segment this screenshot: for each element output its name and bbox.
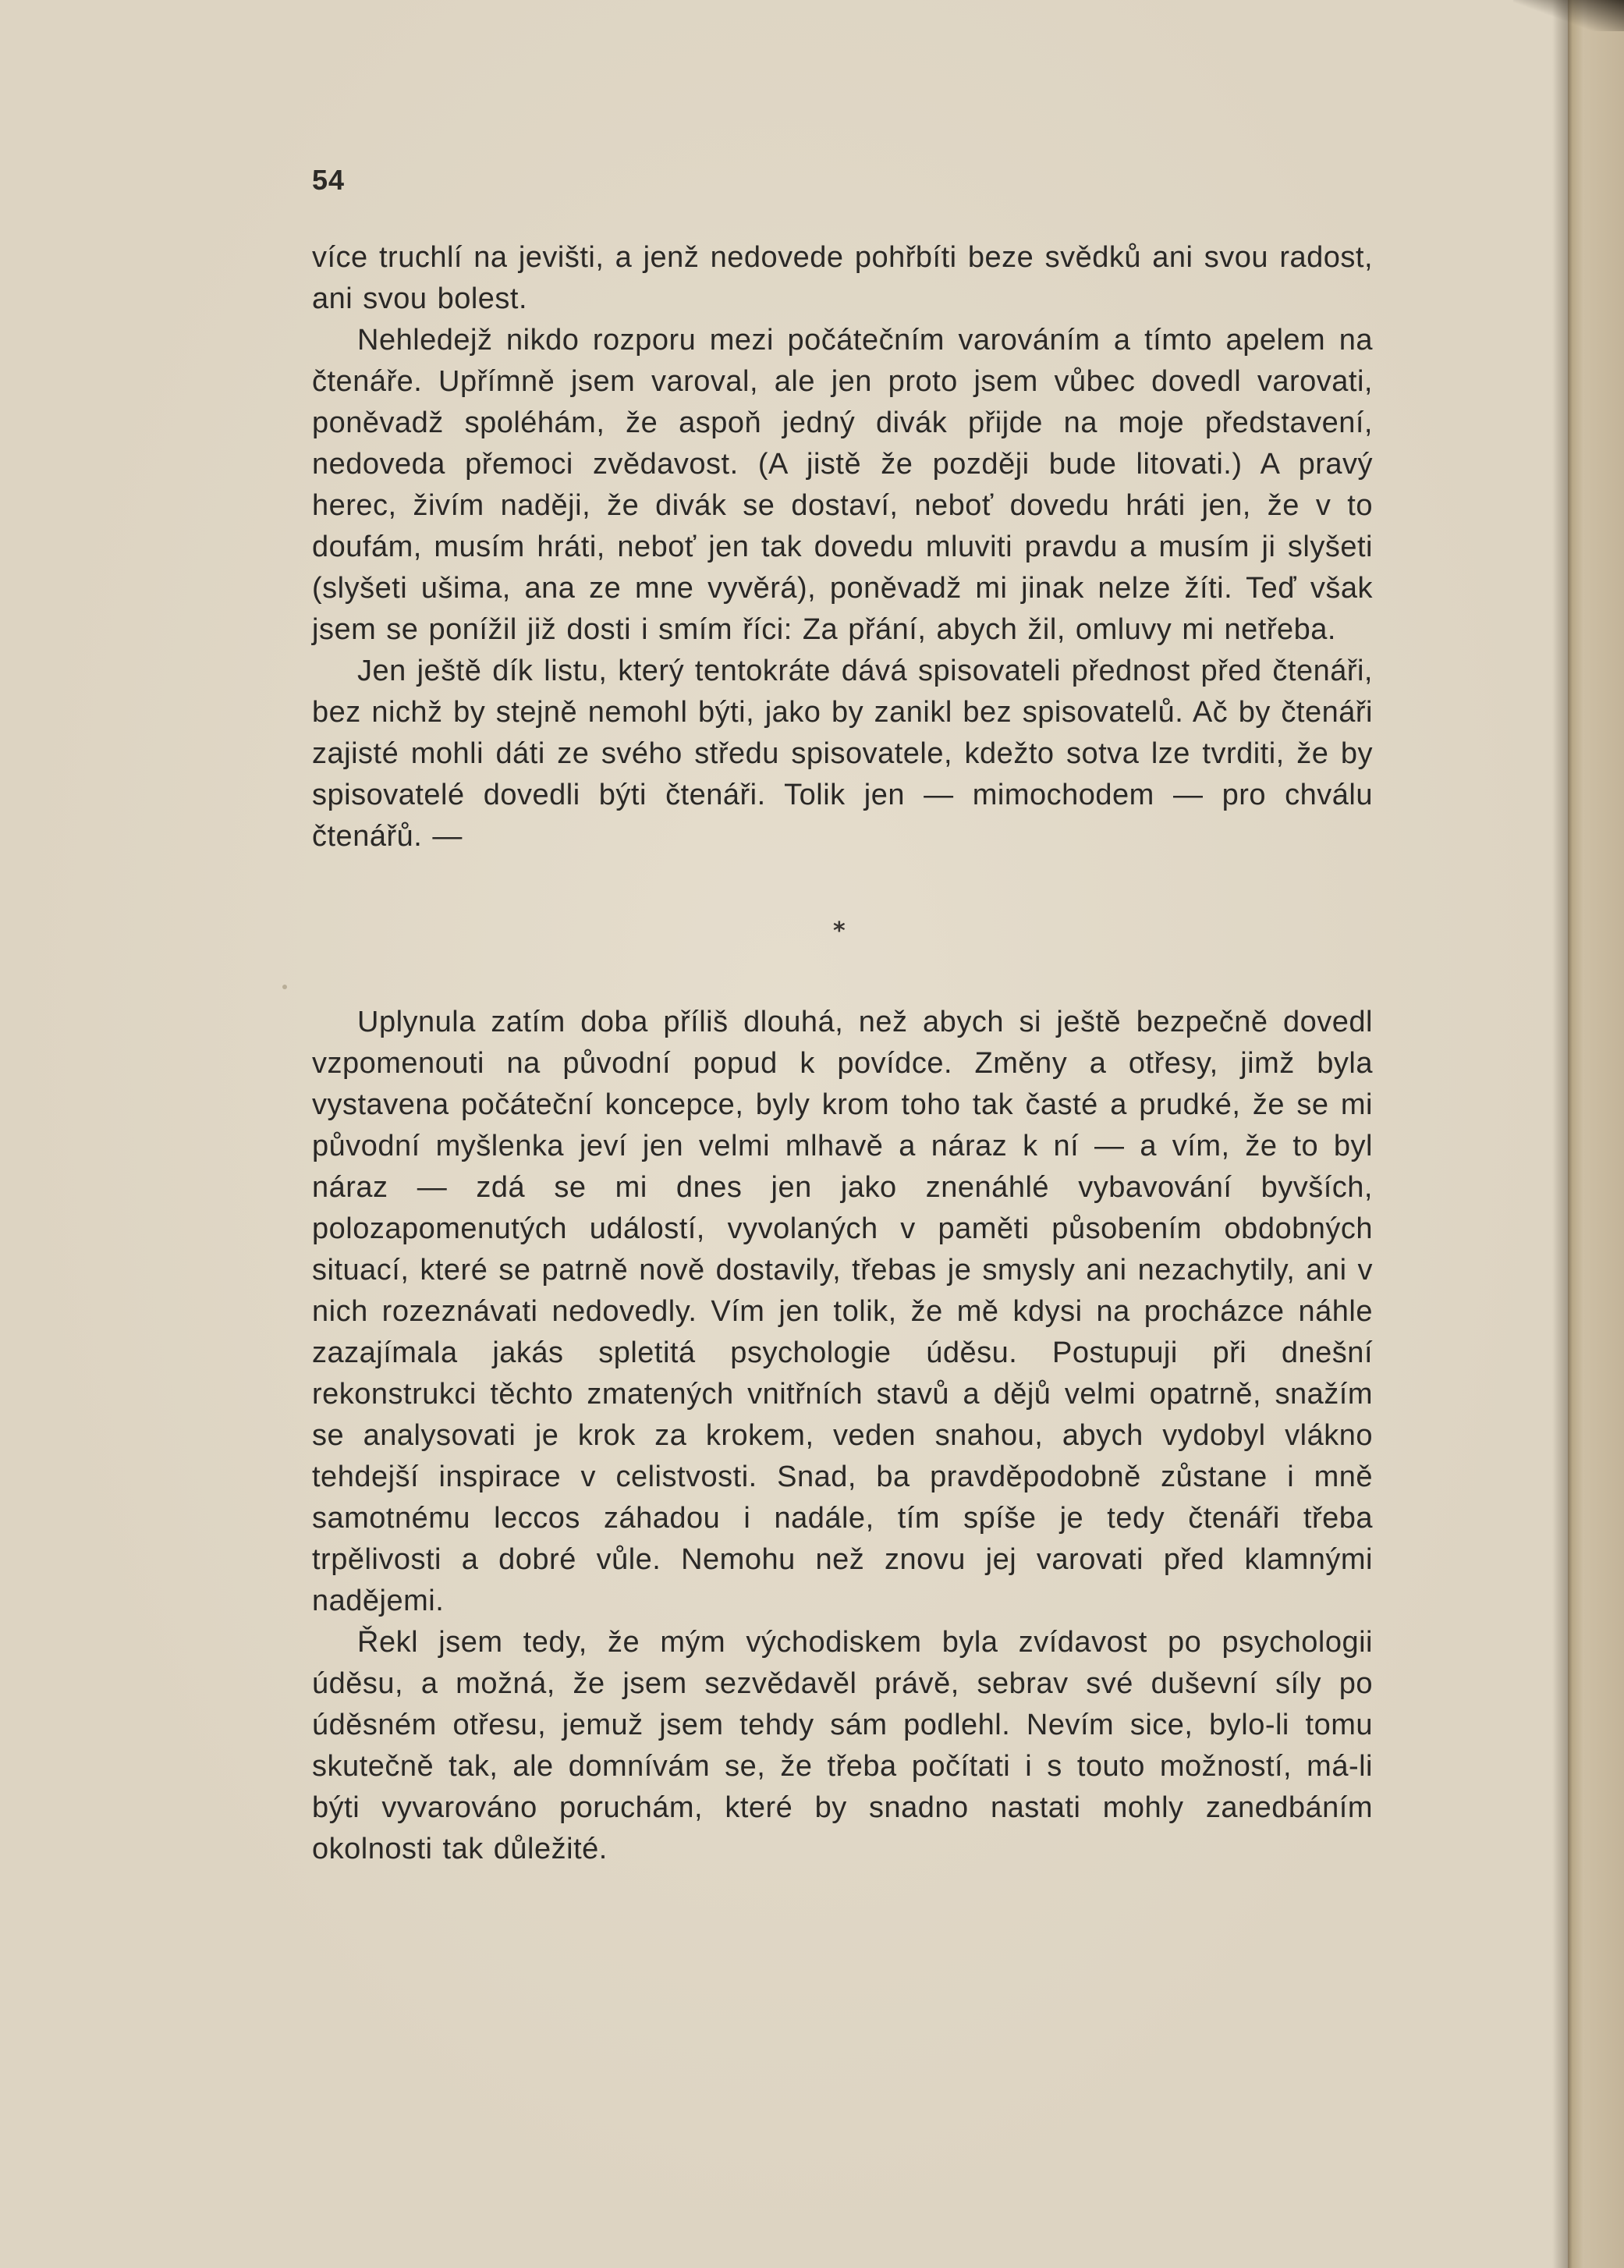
section-separator-asterisk: * bbox=[833, 917, 846, 945]
book-cover-edge bbox=[1568, 0, 1624, 2268]
paragraph: Nehledejž nikdo rozporu mezi počátečním varováním a tímto apelem na čtenáře. Upřímně jsem varoval, ale jen proto jsem vůbec dovedl varovati, poněvadž spoléhám, že aspoň jedný divák přijde na moje představení, nedoveda přemoci zvědavost. (A jistě že později bude litovati.) A pravý herec, živím naději, že divák se dostaví, neboť dovedu hráti jen, že v to doufám, musím hráti, neboť jen tak dovedu mluviti pravdu a musím ji slyšeti (slyšeti ušima, ana ze mne vyvěrá), poněvadž mi jinak nelze žíti. Teď však jsem se ponížil již dosti i smím říci: Za přání, abych žil, omluvy mi netřeba. bbox=[312, 324, 1373, 646]
cover-corner-shadow bbox=[1513, 0, 1624, 31]
page-number: 54 bbox=[312, 164, 346, 196]
paragraph: Řekl jsem tedy, že mým východiskem byla zvídavost po psychologii úděsu, a možná, že jsem sezvědavěl právě, sebrav své duševní síly po úděsném otřesu, jemuž jsem tehdy sám podlehl. Nevím sice, bylo-li tomu skutečně tak, ale domnívám se, že třeba počítati i s touto možností, má-li býti vyvarováno poruchám, které by snadno nastati mohly zanedbáním okolnosti tak důležité. bbox=[312, 1626, 1373, 1865]
paragraph: více truchlí na jevišti, a jenž nedovede pohřbíti beze svědků ani svou radost, ani svou bolest. bbox=[312, 241, 1373, 315]
text-block-second bbox=[312, 1002, 1373, 1870]
page-edge-shadow bbox=[1552, 0, 1568, 2268]
paper-speck bbox=[282, 985, 287, 989]
text-block-first bbox=[312, 237, 1373, 857]
paragraph: Jen ještě dík listu, který tentokráte dává spisovateli přednost před čtenáři, bez nichž by stejně nemohl býti, jako by zanikl bez spisovatelů. Ač by čtenáři zajisté mohli dáti ze svého středu spisovatele, kdežto sotva lze tvrditi, že by spisovatelé dovedli býti čtenáři. Tolik jen — mimochodem — pro chválu čtenářů. — bbox=[312, 655, 1373, 853]
paragraph: Uplynula zatím doba příliš dlouhá, než abych si ještě bezpečně dovedl vzpomenouti na původní popud k povídce. Změny a otřesy, jimž byla vystavena počáteční koncepce, byly krom toho tak časté a prudké, že se mi původní myšlenka jeví jen velmi mlhavě a náraz k ní — a vím, že to byl náraz — zdá se mi dnes jen jako znenáhlé vybavování byvších, polozapomenutých událostí, vyvolaných v paměti působením obdobných situací, které se patrně nově dostavily, třebas je smysly ani nezachytily, ani v nich rozeznávati nedovedly. Vím jen tolik, že mě kdysi na procházce náhle zazajímala jakás spletitá psychologie úděsu. Postupuji při dnešní rekonstrukci těchto zmatených vnitřních stavů a dějů velmi opatrně, snažím se analysovati je krok za krokem, veden snahou, abych vydobyl vlákno tehdejší inspirace v celistvosti. Snad, ba pravděpodobně zůstane i mně samotnému leccos záhadou i nadále, tím spíše je tedy čtenáři třeba trpělivosti a dobré vůle. Nemohu než znovu jej varovati před klamnými nadějemi. bbox=[312, 1006, 1373, 1617]
